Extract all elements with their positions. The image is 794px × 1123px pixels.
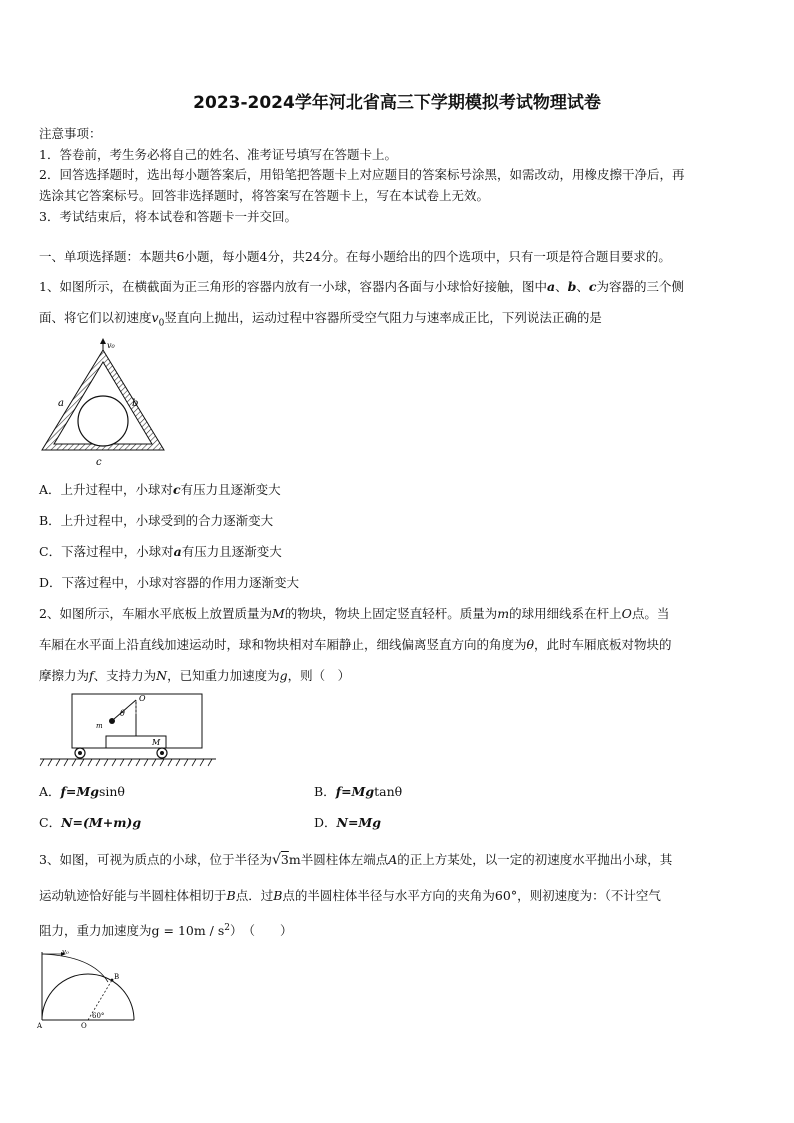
mass-M-label: M bbox=[152, 738, 161, 747]
q3-stem-line1: 3、如图，可视为质点的小球，位于半径为√3m半圆柱体左端点A的正上方某处，以一定的初速度水平抛出小球，其 bbox=[39, 852, 673, 868]
q1-option-c: C．下落过程中，小球对a有压力且逐渐变大 bbox=[39, 544, 282, 559]
section-heading: 一、单项选择题：本题共6小题，每小题4分，共24分。在每小题给出的四个选项中，只有一项是符合题目要求的。 bbox=[39, 249, 671, 264]
q2-cart-figure bbox=[38, 690, 218, 772]
side-b-label: b bbox=[132, 398, 139, 409]
page-title: 2023-2024学年河北省高三下学期模拟考试物理试卷 bbox=[193, 93, 601, 113]
point-a-label: A bbox=[37, 1022, 43, 1030]
q3-stem-line2: 运动轨迹恰好能与半圆柱体相切于B点．过B点的半圆柱体半径与水平方向的夹角为60°，则初速度为：（不计空气 bbox=[39, 888, 661, 903]
q1-triangle-figure bbox=[38, 338, 168, 468]
q2-stem-line2: 车厢在水平面上沿直线加速运动时，球和物块相对车厢静止，细线偏离竖直方向的角度为θ，此时车厢底板对物块的 bbox=[39, 637, 672, 652]
side-a-label: a bbox=[58, 398, 64, 409]
point-b-label: B bbox=[114, 973, 120, 981]
notes-item: 3．考试结束后，将本试卷和答题卡一并交回。 bbox=[39, 209, 297, 224]
q1-option-b: B．上升过程中，小球受到的合力逐渐变大 bbox=[39, 513, 274, 528]
point-o-label: O bbox=[81, 1022, 87, 1030]
point-o-label: O bbox=[139, 694, 146, 703]
mass-m-label: m bbox=[96, 722, 103, 730]
q3-stem-line3: 阻力，重力加速度为$g = 10m / s^2$） （ ） bbox=[39, 922, 293, 938]
q2-option-a: A．f=Mgsinθ bbox=[39, 784, 125, 799]
q2-option-c: C．N=(M+m)g bbox=[39, 815, 142, 830]
notes-heading: 注意事项： bbox=[39, 126, 102, 141]
notes-item: 2．回答选择题时，选出每小题答案后，用铅笔把答题卡上对应题目的答案标号涂黑，如需改动，用橡皮擦干净后，再 bbox=[39, 167, 685, 182]
v0-label: v₀ bbox=[107, 341, 115, 350]
q2-option-b: B．f=Mgtanθ bbox=[314, 784, 403, 799]
q1-option-d: D．下落过程中，小球对容器的作用力逐渐变大 bbox=[39, 575, 300, 590]
notes-item: 1．答卷前，考生务必将自己的姓名、准考证号填写在答题卡上。 bbox=[39, 147, 397, 162]
q3-semicircle-figure bbox=[34, 948, 140, 1032]
q1-stem-line2: 面、将它们以初速度$v_0$竖直向上抛出，运动过程中容器所受空气阻力与速率成正比，下列说法正确的是 bbox=[39, 310, 602, 329]
q2-stem-line3: 摩擦力为f、支持力为N，已知重力加速度为g，则（ ） bbox=[39, 668, 351, 683]
q1-stem-line1: 1、如图所示，在横截面为正三角形的容器内放有一小球，容器内各面与小球恰好接触，图中a、b、c为容器的三个侧 bbox=[39, 279, 684, 294]
theta-label: θ bbox=[120, 709, 125, 718]
q2-option-d: D．N=Mg bbox=[314, 815, 382, 830]
notes-item: 选涂其它答案标号。回答非选择题时，将答案写在答题卡上，写在本试卷上无效。 bbox=[39, 188, 490, 203]
side-c-label: c bbox=[96, 457, 102, 468]
q2-stem-line1: 2、如图所示，车厢水平底板上放置质量为M的物块，物块上固定竖直轻杆。质量为m的球用细线系在杆上O点。当 bbox=[39, 606, 670, 621]
q1-option-a: A．上升过程中，小球对c有压力且逐渐变大 bbox=[39, 482, 281, 497]
angle-label: 60° bbox=[92, 1012, 105, 1020]
v0-label: v₀ bbox=[62, 948, 69, 956]
